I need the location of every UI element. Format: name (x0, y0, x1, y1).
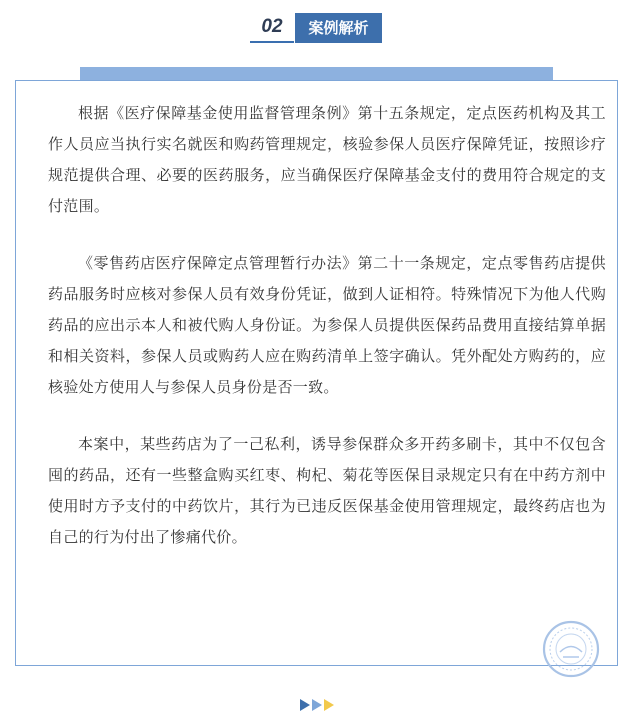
section-number: 02 (261, 16, 283, 37)
paragraph-2: 《零售药店医疗保障定点管理暂行办法》第二十一条规定，定点零售药店提供药品服务时应核对参保人员有效身份凭证，做到人证相符。特殊情况下为他人代购药品的应出示本人和被代购人身份证。为参保人员提供医保药品费用直接结算单据和相关资料，参保人员或购药人应在购药清单上签字确认。凭外配处方购药的，应核验处方使用人与参保人员身份是否一致。 (48, 254, 606, 396)
top-decorative-bar (80, 67, 553, 80)
section-title: 案例解析 (295, 13, 382, 43)
article-body (48, 98, 606, 579)
triple-arrow-icon (300, 698, 336, 712)
seal-icon (541, 619, 601, 679)
paragraph-3: 本案中，某些药店为了一己私利，诱导参保群众多开药多刷卡，其中不仅包含囤的药品，还有一些整盒购买红枣、枸杞、菊花等医保目录规定只有在中药方剂中使用时方予支付的中药饮片，其行为已违反医保基金使用管理规定，最终药店也为自己的行为付出了惨痛代价。 (48, 435, 606, 546)
paragraph-1: 根据《医疗保障基金使用监督管理条例》第十五条规定，定点医药机构及其工作人员应当执行实名就医和购药管理规定，核验参保人员医疗保障凭证，按照诊疗规范提供合理、必要的医药服务，应当确保医疗保障基金支付的费用符合规定的支付范围。 (48, 104, 606, 215)
section-number-box (250, 13, 294, 43)
